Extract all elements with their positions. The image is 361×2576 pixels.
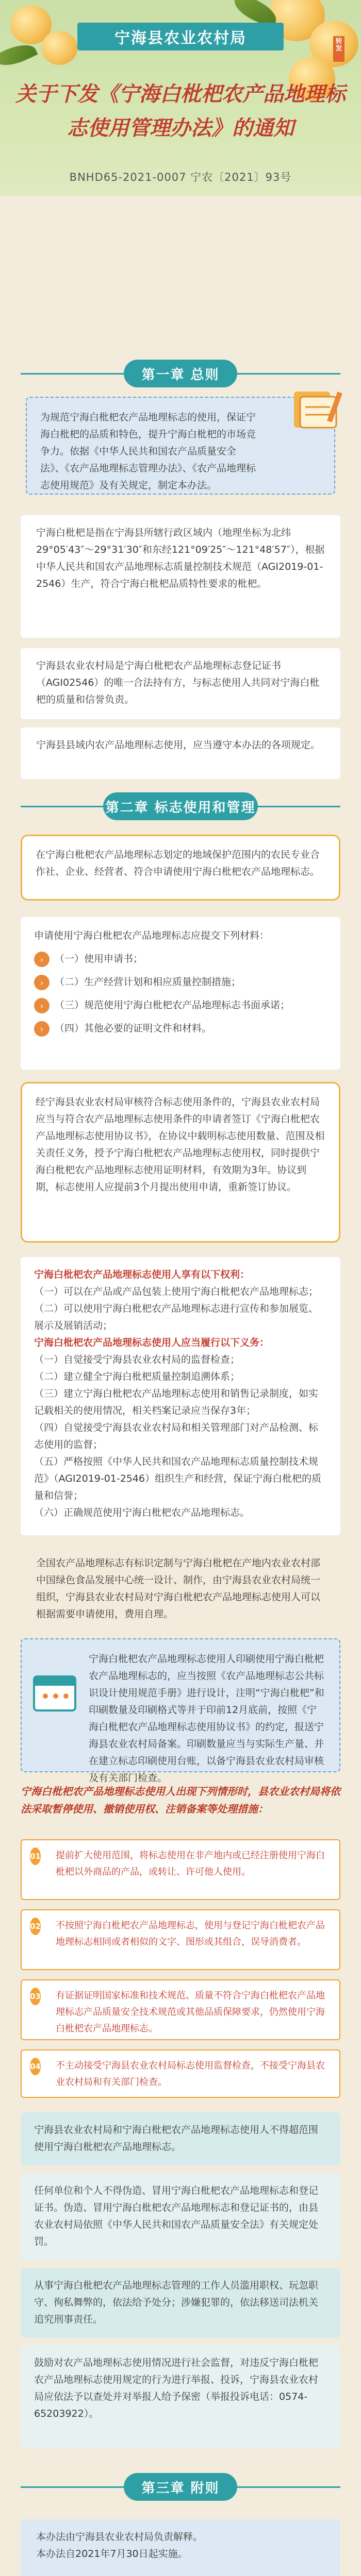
prohibit-title: 宁海白枇杷农产品地理标志使用人出现下列情形时，县农业农村局将依法采取暂停使用、撤销使用权、注销备案等处理措施：: [21, 1785, 340, 1815]
chapter3-effective: 本办法自2021年7月30日起实施。: [36, 2548, 188, 2560]
loquat-fruit-image: [41, 31, 77, 65]
chapter1-holder: [21, 648, 340, 719]
apply-item: [34, 997, 327, 1014]
apply-item: [34, 1020, 327, 1037]
fake-rule-text: 任何单位和个人不得伪造、冒用宁海白枇杷农产品地理标志和登记证书。伪造、冒用宁海白枇杷农产品地理标志和登记证书的，由县农业农村局依照《中华人民共和国农产品质量安全法》有关规定处罚。: [34, 2185, 319, 2247]
apply-item-text: （一）使用申请书；: [55, 953, 143, 964]
chapter3-interpret: 本办法由宁海县农业农村局负责解释。: [36, 2531, 203, 2543]
nonuser-rule-text: 宁海县农业农村局和宁海白枇杷农产品地理标志使用人不得超范围使用宁海白枇杷农产品地理标志。: [34, 2124, 319, 2153]
duties-item: （二）建立健全宁海白枇杷质量控制追溯体系；: [34, 1371, 240, 1382]
chapter1-holder-text: 宁海县农业农村局是宁海白枇杷农产品地理标志登记证书（AGI02546）的唯一合法持有方，与标志使用人共同对宁海白枇杷的质量和信誉负责。: [36, 660, 320, 705]
chapter1-purpose-text: 为规范宁海白枇杷农产品地理标志的使用，保证宁海白枇杷的品质和特色，提升宁海白枇杷的市场竞争力。依据《中华人民共和国农产品质量安全法》、《农产品地理标志管理办法》、《农产品地理标志使用规范》及有关规定，制定本办法。: [40, 412, 256, 491]
chapter1-scope-text: 宁海县县域内农产品地理标志使用，应当遵守本办法的各项规定。: [36, 739, 321, 751]
report-rule: [21, 2345, 340, 2448]
nonuser-rule: [21, 2112, 340, 2166]
org-header: 宁海县农业农村局: [77, 23, 284, 50]
notebook-icon: [289, 386, 346, 433]
prohibit-item-text: 有证据证明国家标准和技术规范、质量不符合宁海白枇杷农产品地理标志产品质量安全技术规范或其他品质保障要求，仍然使用宁海白枇杷农产品地理标志。: [56, 1990, 325, 2034]
chapter2-banner: [0, 788, 361, 824]
chapter2-rights-duties: [21, 1257, 340, 1535]
fake-rule: [21, 2173, 340, 2261]
chapter1-definition-text: 宁海白枇杷是指在宁海县所辖行政区域内（地理坐标为北纬29°05′43″～29°31′30″和东经121°09′25″～121°48′57″），根据中华人民共和国农产品地理标志质量控制技术规范（AGI2019-01-2546）生产，符合宁海白枇杷品质特性要求的枇杷。: [36, 527, 325, 589]
apply-item-text: （四）其他必要的证明文件和材料。: [55, 1023, 212, 1034]
duties-item: （五）严格按照《中华人民共和国农产品地理标志质量控制技术规范》（AGI2019-01-2546）组织生产和经营，保证宁海白枇杷的质量和信誉；: [34, 1456, 322, 1501]
arrow-icon: ›: [34, 998, 50, 1013]
duties-item: （六）正确规范使用宁海白枇杷农产品地理标志。: [34, 1507, 250, 1518]
prohibit-item-text: 不主动接受宁海县农业农村局标志使用监督检查，不接受宁海县农业农村局和有关部门检查。: [56, 2060, 325, 2088]
arrow-icon: ›: [34, 975, 50, 990]
chapter3-title: 第三章 附则: [124, 2473, 237, 2501]
doc-number: BNHD65-2021-0007 宁农〔2021〕93号: [69, 171, 292, 183]
duties-item: （三）建立宁海白枇杷农产品地理标志使用和销售记录制度，如实记载相关的使用情况，相关档案记录应当保存3年；: [34, 1388, 319, 1416]
apply-item-text: （三）规范使用宁海白枇杷农产品地理标志书面承诺；: [55, 999, 290, 1011]
number-badge: 01: [30, 1848, 41, 1865]
chapter1-definition: [21, 515, 340, 638]
chapter3-banner: [0, 2469, 361, 2505]
duties-item: （一）自觉接受宁海县农业农村局的监督检查；: [34, 1354, 240, 1365]
chapter2-agreement: [21, 1082, 340, 1243]
number-badge: 03: [30, 1988, 41, 2005]
apply-item-text: （二）生产经营计划和相应质量控制措施；: [55, 976, 241, 988]
chapter2-agreement-text: 经宁海县农业农村局审核符合标志使用条件的，宁海县农业农村局应当与符合农产品地理标志使用条件的申请者签订《宁海白枇杷农产品地理标志使用协议书》，在协议中载明标志使用数量、范围及相关责任义务，授予宁海白枇杷农产品地理标志使用权，同时提供宁海白枇杷农产品地理标志使用证明材料，有效期为3年。协议到期，标志使用人应提前3个月提出使用申请，重新签订协议。: [36, 1096, 325, 1193]
chapter1-scope: [21, 727, 340, 779]
rights-heading: 宁海白枇杷农产品地理标志使用人享有以下权利：: [34, 1269, 250, 1280]
prohibit-item-3: [21, 1979, 340, 2040]
rights-item: （一）可以在产品或产品包装上使用宁海白枇杷农产品地理标志；: [34, 1286, 319, 1297]
staff-rule: [21, 2268, 340, 2338]
page-title: 关于下发《宁海白枇杷农产品地理标志使用管理办法》的通知: [15, 82, 346, 140]
prohibit-item-text: 提前扩大使用范围，将标志使用在非产地内或已经注册使用宁海白枇杷以外商品的产品，或转让、许可他人使用。: [56, 1850, 325, 1877]
prohibit-item-text: 不按照宁海白枇杷农产品地理标志，使用与登记宁海白枇杷农产品地理标志相同或者相似的文字、图形或其组合，误导消费者。: [56, 1920, 325, 1947]
report-rule-text: 鼓励对农产品地理标志使用情况进行社会监督，对违反宁海白枇杷农产品地理标志使用规定的行为进行举报、投诉，宁海县农业农村局应依法予以查处并对举报人给予保密（举报投诉电话：0574-65203922）。: [34, 2357, 319, 2419]
chapter1-title: 第一章 总则: [124, 360, 237, 387]
duties-heading: 宁海白枇杷农产品地理标志使用人应当履行以下义务：: [34, 1337, 270, 1348]
number-badge: 04: [30, 2058, 41, 2075]
number-badge: 02: [30, 1918, 41, 1935]
prohibit-item-2: [21, 1909, 340, 1970]
chapter2-print-rules-text: 宁海白枇杷农产品地理标志使用人印刷使用宁海白枇杷农产品地理标志的，应当按照《农产品地理标志公共标识设计使用规范手册》进行设计，注明“宁海白枇杷”和印刷数量及印刷格式等并于印前12月底前，按照《宁海白枇杷农产品地理标志使用协议书》的约定，报送宁海县农业农村局备案。印刷数量应当与实际生产量、并在建立标志印刷使用台账，以备宁海县农业农村局审核及有关部门检查。: [89, 1653, 324, 1784]
duties-item: （四）自觉接受宁海县农业农村局和相关管理部门对产品检测、标志使用的监督；: [34, 1422, 319, 1450]
rights-item: （二）可以使用宁海白枇杷农产品地理标志进行宣传和参加展览、展示及展销活动；: [34, 1303, 319, 1331]
chapter2-eligible: [21, 835, 340, 901]
arrow-icon: ›: [34, 952, 50, 967]
staff-rule-text: 从事宁海白枇杷农产品地理标志管理的工作人员滥用职权、玩忽职守、徇私舞弊的，依法给予处分；涉嫌犯罪的，依法移送司法机关追究刑事责任。: [34, 2280, 319, 2325]
apply-item: [34, 974, 327, 991]
chapter3-box: [21, 2519, 340, 2576]
apply-item: [34, 951, 327, 968]
apply-intro: 申请使用宁海白枇杷农产品地理标志应提交下列材料：: [34, 930, 270, 941]
calendar-icon: [30, 1669, 81, 1716]
chapter2-apply-list: [21, 917, 340, 1070]
forward-badge: 转发: [333, 36, 344, 62]
chapter2-logo-supply-text: 全国农产品地理标志有标识定制与宁海白枇杷在产地内农业农村部中国绿色食品发展中心统一设计、制作，由宁海县农业农村局统一组织，宁海县农业农村局对宁海白枇杷农产品地理标志使用人可以根据需要申请使用，费用自理。: [36, 1557, 321, 1620]
arrow-icon: ›: [34, 1021, 50, 1037]
chapter2-title: 第二章 标志使用和管理: [103, 792, 258, 820]
prohibit-item-4: [21, 2049, 340, 2098]
chapter2-logo-supply: [21, 1546, 340, 1620]
chapter2-eligible-text: 在宁海白枇杷农产品地理标志划定的地域保护范围内的农民专业合作社、企业、经营者、符合申请使用宁海白枇杷农产品地理标志。: [36, 849, 320, 877]
prohibit-item-1: [21, 1839, 340, 1900]
